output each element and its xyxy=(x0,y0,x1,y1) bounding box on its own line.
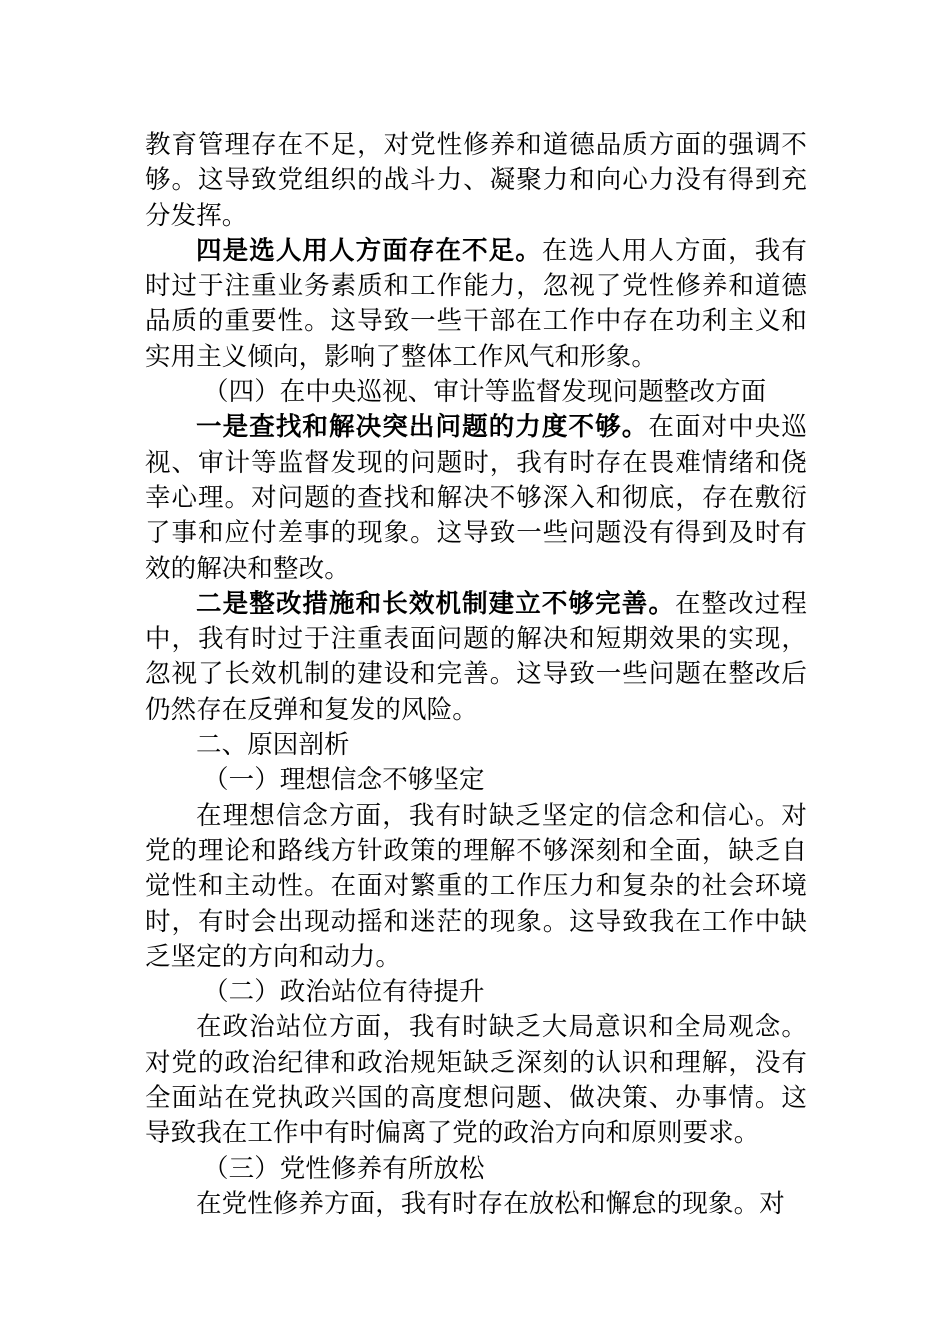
paragraph-party-cultivation xyxy=(145,1187,807,1222)
paragraph-lead: 四是选人用人方面存在不足。 xyxy=(196,235,542,266)
subheading-party-cultivation xyxy=(145,1152,807,1187)
body-text xyxy=(145,128,807,1222)
paragraph-text: 在整改过程中，我有时过于注重表面问题的解决和短期效果的实现，忽视了长效机制的建设和完善。这导致一些问题在整改后仍然存在反弹和复发的风险。 xyxy=(145,588,807,725)
paragraph-text: 教育管理存在不足，对党性修养和道德品质方面的强调不够。这导致党组织的战斗力、凝聚力和向心力没有得到充分发挥。 xyxy=(145,130,807,231)
paragraph-lead: 二是整改措施和长效机制建立不够完善。 xyxy=(196,588,675,619)
paragraph-point-four-selection xyxy=(145,234,807,375)
subheading-text: （一）理想信念不够坚定 xyxy=(203,765,485,796)
paragraph-text: 在面对中央巡视、审计等监督发现的问题时，我有时存在畏难情绪和侥幸心理。对问题的查找和解决不够深入和彻底，存在敷衍了事和应付差事的现象。这导致一些问题没有得到及时有效的解决和整改。 xyxy=(145,412,808,584)
subheading-text: （二）政治站位有待提升 xyxy=(203,977,485,1008)
paragraph-education-management xyxy=(145,128,807,234)
paragraph-ideals-beliefs xyxy=(145,799,807,975)
subheading-text: （三）党性修养有所放松 xyxy=(203,1153,485,1184)
paragraph-point-two-mechanism xyxy=(145,587,807,728)
paragraph-point-one-finding xyxy=(145,410,807,586)
subheading-political-stance xyxy=(145,975,807,1010)
paragraph-political-stance xyxy=(145,1010,807,1151)
paragraph-text: 在政治站位方面，我有时缺乏大局意识和全局观念。对党的政治纪律和政治规矩缺乏深刻的认识和理解，没有全面站在党执政兴国的高度想问题、做决策、办事情。这导致我在工作中有时偏离了党的政治方向和原则要求。 xyxy=(145,1012,807,1149)
paragraph-text: 在党性修养方面，我有时存在放松和懈怠的现象。对 xyxy=(196,1188,785,1219)
subheading-text: （四）在中央巡视、审计等监督发现问题整改方面 xyxy=(203,377,767,408)
paragraph-lead: 一是查找和解决突出问题的力度不够。 xyxy=(196,412,649,443)
paragraph-text: 在选人用人方面，我有时过于注重业务素质和工作能力，忽视了党性修养和道德品质的重要性。这导致一些干部在工作中存在功利主义和实用主义倾向，影响了整体工作风气和形象。 xyxy=(145,235,807,372)
section-heading-cause-analysis xyxy=(145,728,807,763)
section-heading-text: 二、原因剖析 xyxy=(196,730,350,761)
subheading-ideals-beliefs xyxy=(145,763,807,798)
subheading-inspection-rectification xyxy=(145,375,807,410)
paragraph-text: 在理想信念方面，我有时缺乏坚定的信念和信心。对党的理论和路线方针政策的理解不够深刻和全面，缺乏自觉性和主动性。在面对繁重的工作压力和复杂的社会环境时，有时会出现动摇和迷茫的现象。这导致我在工作中缺乏坚定的方向和动力。 xyxy=(145,800,807,972)
